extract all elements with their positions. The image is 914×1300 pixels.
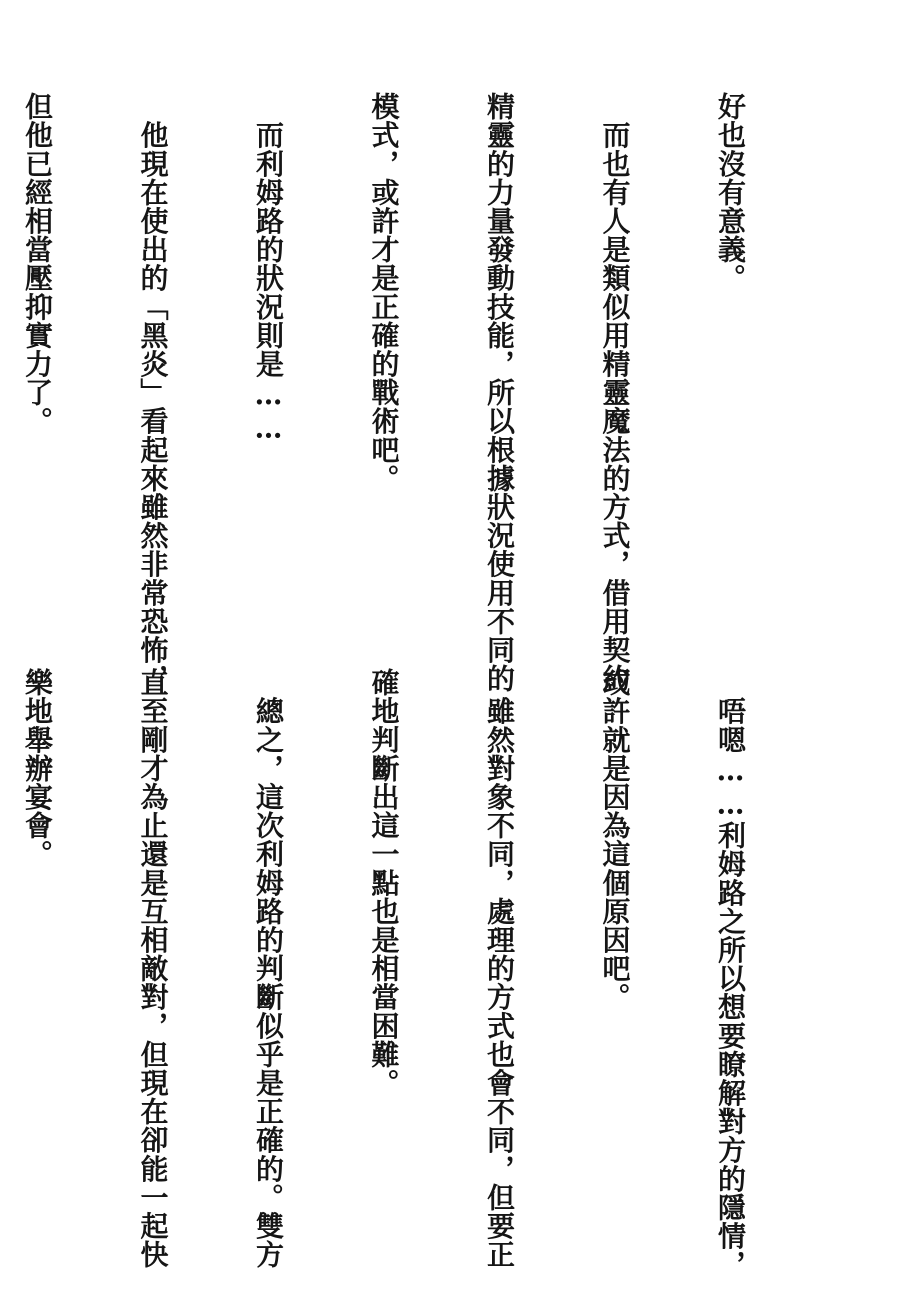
- text-column: 唔嗯……利姆路之所以想要瞭解對方的隱情，: [714, 668, 747, 1279]
- text-column: 精靈的力量發動技能，所以根據狀況使用不同的: [483, 92, 516, 693]
- text-column: 確地判斷出這一點也是相當困難。: [367, 668, 401, 1097]
- text-column: 總之，這次利姆路的判斷似乎是正確的。雙方: [252, 668, 285, 1269]
- text-column: 或許就是因為這個原因吧。: [598, 668, 632, 1012]
- text-column: 直至剛才為止還是互相敵對，但現在卻能一起快: [136, 668, 170, 1269]
- text-column: 好也沒有意義。: [714, 92, 747, 293]
- top-text-block: [21, 92, 826, 693]
- bottom-text-block: [21, 668, 826, 1279]
- text-column: 他現在使出的「黑炎」看起來雖然非常恐怖，: [136, 92, 170, 693]
- text-column: 樂地舉辦宴會。: [21, 668, 54, 869]
- text-column: 而也有人是類似用精靈魔法的方式，借用契約: [598, 92, 632, 693]
- text-column: 雖然對象不同，處理的方式也會不同，但要正: [483, 668, 516, 1269]
- text-column: 模式，或許才是正確的戰術吧。: [367, 92, 401, 493]
- text-column: 但他已經相當壓抑實力了。: [21, 92, 54, 436]
- text-column: 而利姆路的狀況則是……: [252, 92, 285, 446]
